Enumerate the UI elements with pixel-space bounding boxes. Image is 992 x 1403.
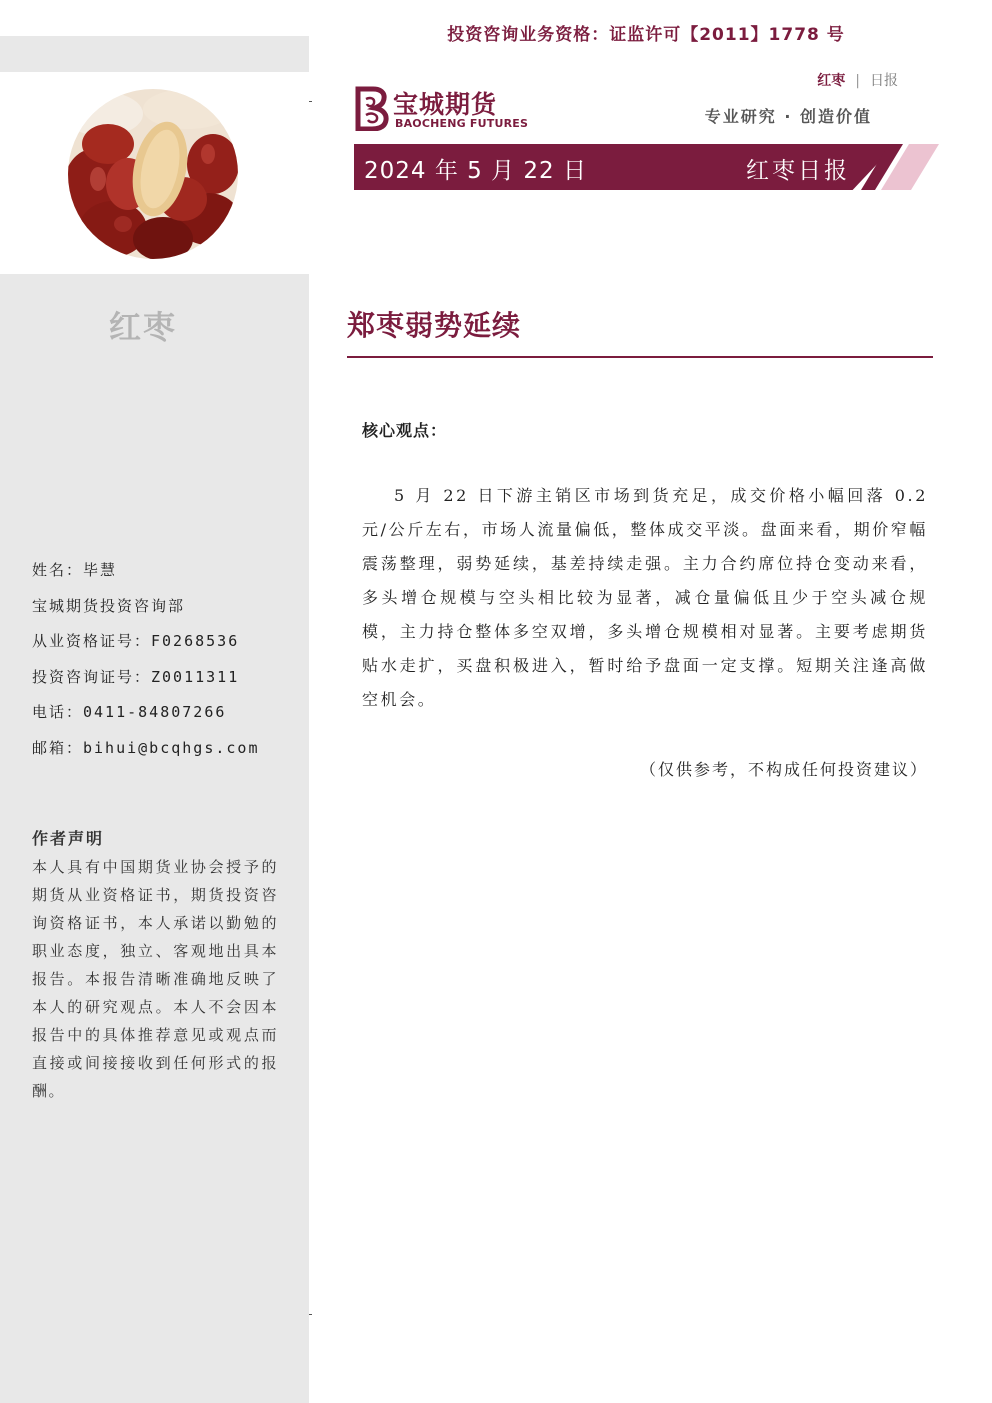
breadcrumb-separator: | xyxy=(855,73,860,89)
banner-stripes-icon xyxy=(859,144,959,190)
logo-english-name: BAOCHENG FUTURES xyxy=(395,117,529,130)
breadcrumb xyxy=(817,70,898,90)
author-department: 宝城期货投资咨询部 xyxy=(32,596,186,615)
company-slogan: 专业研究 · 创造价值 xyxy=(704,107,872,126)
sidebar-category-title: 红枣 xyxy=(108,308,177,346)
headline-divider xyxy=(347,356,933,358)
company-logo xyxy=(353,85,529,131)
declaration-title: 作者声明 xyxy=(32,829,105,848)
red-jujube-illustration xyxy=(68,89,238,259)
report-banner xyxy=(354,144,940,190)
breadcrumb-report-type: 日报 xyxy=(870,73,898,89)
author-advisory-license: 投资咨询证号：Z0011311 xyxy=(32,667,240,686)
margin-tick-mark xyxy=(309,101,312,102)
author-name: 姓名：毕慧 xyxy=(32,561,118,579)
core-view-label: 核心观点： xyxy=(362,421,448,440)
breadcrumb-category: 红枣 xyxy=(817,73,846,89)
qualification-notice: 投资咨询业务资格：证监许可【2011】1778 号 xyxy=(447,25,845,45)
report-title: 红枣日报 xyxy=(746,158,850,184)
core-view-body: 5 月 22 日下游主销区市场到货充足，成交价格小幅回落 0.2 元/公斤左右，市场人流量偏低，整体成交平淡。盘面来看，期价窄幅震荡整理，弱势延续，基差持续走强。主力合约席位持仓变动来看，多头增仓规模与空头相比较为显著，减仓量偏低且少于空头减仓规模，主力持仓整体多空双增，多头增仓规模相对显著。主要考虑期货贴水走扩，买盘积极进入，暂时给予盘面一定支撑。短期关注逢高做空机会。 xyxy=(362,486,928,709)
declaration-body: 本人具有中国期货业协会授予的期货从业资格证书，期货投资咨询资格证书，本人承诺以勤勉的职业态度，独立、客观地出具本报告。本报告清晰准确地反映了本人的研究观点。本人不会因本报告中的具体推荐意见或观点而直接或间接接收到任何形式的报酬。 xyxy=(32,858,278,1100)
report-date: 2024 年 5 月 22 日 xyxy=(364,158,587,184)
logo-chinese-name: 宝城期货 xyxy=(393,90,498,119)
red-jujube-photo xyxy=(68,89,238,259)
baocheng-b-logo-icon xyxy=(353,85,391,131)
report-headline: 郑枣弱势延续 xyxy=(347,309,522,342)
author-phone: 电话：0411-84807266 xyxy=(32,703,227,722)
author-info xyxy=(32,558,302,772)
disclaimer: （仅供参考，不构成任何投资建议） xyxy=(639,760,928,779)
margin-tick-mark xyxy=(309,1314,312,1315)
author-email: 邮箱：bihui@bcqhgs.com xyxy=(32,738,260,757)
author-practice-license: 从业资格证号：F0268536 xyxy=(32,632,240,651)
